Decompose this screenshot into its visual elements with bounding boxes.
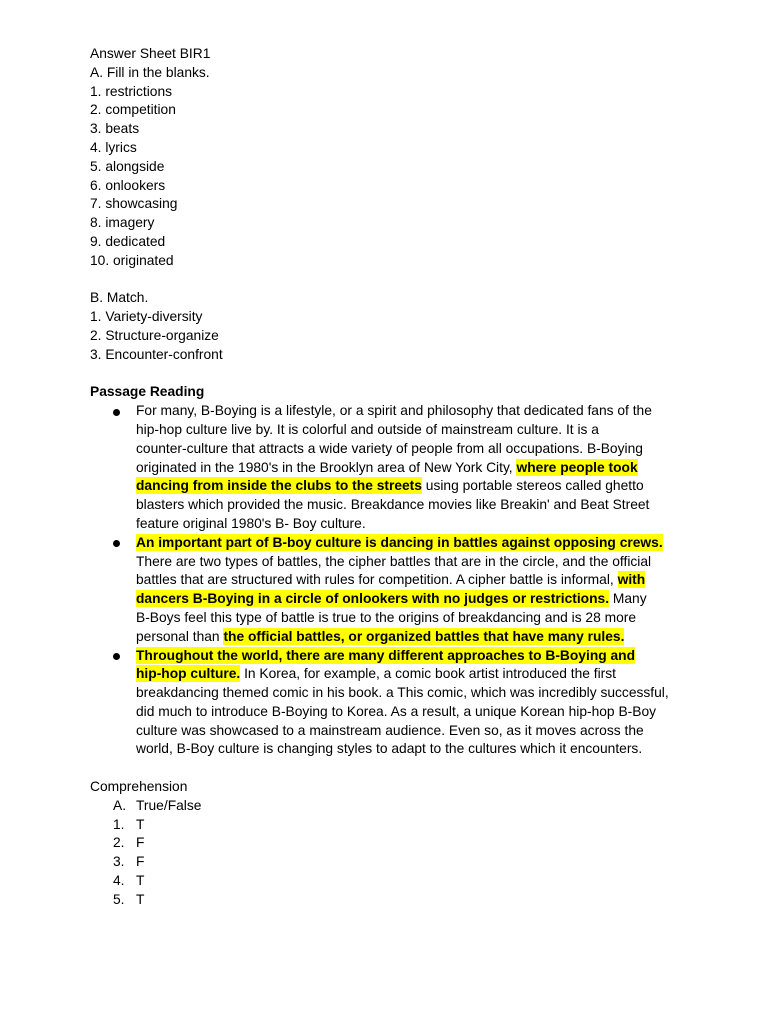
- passage-text: In Korea, for example, a comic book artist introduced the first breakdancing themed comic in his book. a This comic, which was incredibly successful, did much to introduce B-Boying to Korea. As a result, a unique Korean hip-hop B-Boy culture was showcased to a mainstream audience. Even so, as it moves across the world, B-Boy culture is changing styles to adapt to the cultures which it encounters.: [136, 666, 669, 757]
- match-answer: 1. Variety-diversity: [90, 309, 203, 325]
- hyphenated-word: counter-culture: [136, 440, 229, 456]
- list-marker: 2.: [113, 835, 125, 851]
- comprehension-answer: [90, 853, 678, 872]
- passage-bullet-item: [136, 647, 678, 760]
- hyphenated-word: B-Boys: [136, 609, 181, 625]
- passage-bullet-list: [90, 402, 678, 759]
- comprehension-heading: Comprehension: [90, 779, 188, 795]
- list-marker: 5.: [113, 891, 125, 907]
- bullet-icon: [113, 540, 120, 547]
- comprehension-answer: [90, 816, 678, 835]
- hyphenated-word: B-Boy: [176, 741, 215, 757]
- answer-value: F: [136, 835, 145, 851]
- fill-in-answer: 3. beats: [90, 121, 140, 137]
- fill-in-answer: 6. onlookers: [90, 177, 166, 193]
- hyphenated-word: B-Boying: [192, 591, 255, 607]
- passage-text: There are two types of battles, the cipher battles that are in the circle, and the official battles that are structured with rules for competition. A cipher battle is informal,: [136, 553, 652, 588]
- true-false-part: [90, 797, 678, 816]
- blank-line: [90, 271, 678, 290]
- document-body: [90, 45, 678, 910]
- blank-line: [90, 759, 678, 778]
- hyphenated-word: B-boy: [272, 534, 312, 550]
- highlighted-passage-text: where people took dancing from inside the clubs to the streets: [136, 459, 638, 494]
- fill-in-answer: 10. originated: [90, 252, 174, 268]
- match-answer: 3. Encounter-confront: [90, 346, 223, 362]
- hyphenated-word: B-Boying: [200, 403, 257, 419]
- passage-bullet-item: [136, 402, 678, 534]
- hyphenated-word: hip-hop: [136, 421, 183, 437]
- passage-text: using portable stereos called ghetto blasters which provided the music. Breakdance movies like Breakin' and Beat Street feature original 1980's B- Boy culture.: [136, 478, 650, 531]
- bullet-icon: [113, 653, 120, 660]
- hyphenated-word: B-Boying: [271, 703, 328, 719]
- answer-value: T: [136, 873, 145, 889]
- answer-value: F: [136, 854, 145, 870]
- hyphenated-word: hip-hop: [136, 666, 187, 682]
- comprehension-answer: [90, 834, 678, 853]
- passage-text: Many B-Boys feel this type of battle is true to the origins of breakdancing and is 28 more personal than: [136, 591, 647, 644]
- list-marker: 3.: [113, 854, 125, 870]
- fill-in-section-label: A. Fill in the blanks.: [90, 64, 210, 80]
- hyphenated-word: B-Boy: [618, 703, 657, 719]
- comprehension-answer: [90, 891, 678, 910]
- document-title: Answer Sheet BIR1: [90, 46, 211, 61]
- hyphenated-word: hip-hop: [568, 703, 615, 719]
- blank-line: [90, 365, 678, 384]
- answer-value: T: [136, 816, 145, 832]
- comprehension-answer: [90, 872, 678, 891]
- fill-in-answer: 2. competition: [90, 102, 176, 118]
- fill-in-answer: 5. alongside: [90, 158, 165, 174]
- list-marker: 1.: [113, 816, 125, 832]
- list-marker: A.: [113, 797, 127, 813]
- fill-in-answer: 1. restrictions: [90, 83, 173, 99]
- passage-bullet-item: [136, 534, 678, 647]
- highlighted-passage-text: with dancers B-Boying in a circle of onlookers with no judges or restrictions.: [136, 572, 646, 607]
- match-section-label: B. Match.: [90, 290, 149, 306]
- fill-in-answer: 4. lyrics: [90, 139, 137, 155]
- fill-in-answer: 9. dedicated: [90, 233, 166, 249]
- highlighted-passage-text: Throughout the world, there are many different approaches to B-Boying and hip-hop culture.: [136, 647, 636, 682]
- fill-in-answer: 7. showcasing: [90, 196, 178, 212]
- match-answer: 2. Structure-organize: [90, 327, 219, 343]
- answer-value: T: [136, 891, 145, 907]
- fill-in-answer: 8. imagery: [90, 215, 155, 231]
- hyphenated-word: B-: [275, 515, 289, 531]
- highlighted-passage-text: the official battles, or organized battles that have many rules.: [223, 628, 625, 644]
- part-label: True/False: [136, 797, 202, 813]
- list-marker: 4.: [113, 873, 125, 889]
- passage-heading: Passage Reading: [90, 384, 205, 400]
- highlighted-passage-text: An important part of B-boy culture is dancing in battles against opposing crews.: [136, 534, 663, 550]
- bullet-icon: [113, 409, 120, 416]
- hyphenated-word: B-Boying: [586, 440, 643, 456]
- passage-text: For many, B-Boying is a lifestyle, or a spirit and philosophy that dedicated fans of the hip-hop culture live by. It is colorful and outside of mainstream culture. It is a counter-culture that attracts a wide variety of people from all occupations. B-Boying originated in the 1980's in the Brooklyn area of New York City,: [136, 403, 652, 475]
- hyphenated-word: B-Boying: [545, 647, 607, 663]
